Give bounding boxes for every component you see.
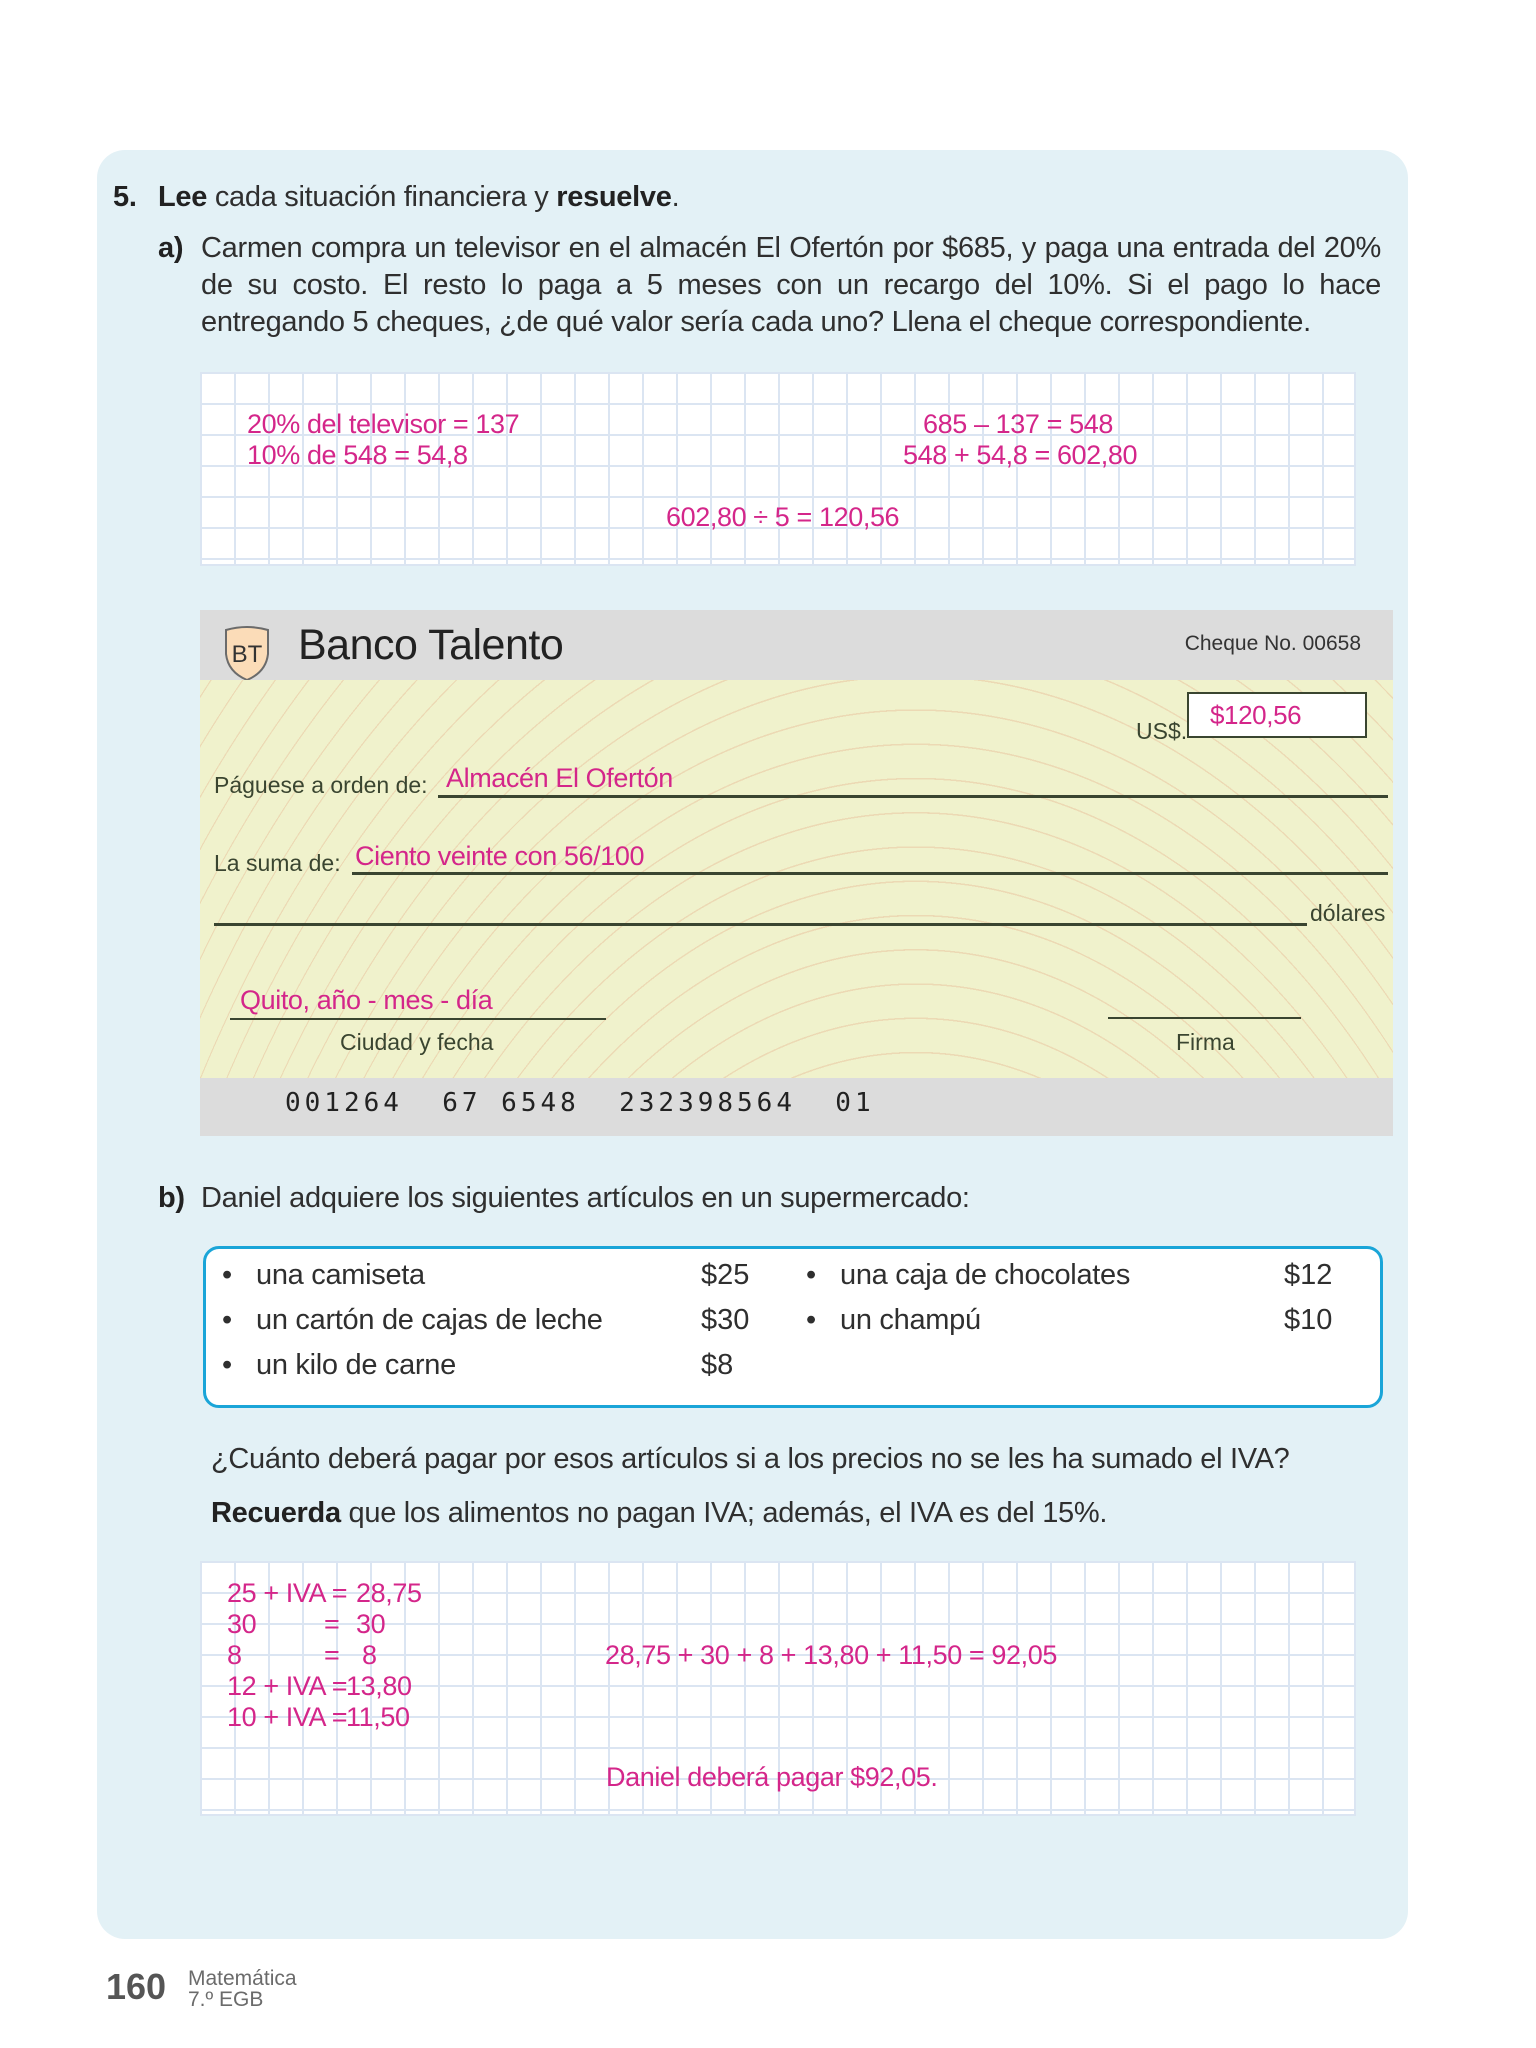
bullet-icon: •: [222, 1304, 232, 1336]
work-b-row2-left: 30: [227, 1609, 257, 1639]
footer-subject: Matemática: [188, 1967, 297, 1990]
pay-to-value: Almacén El Ofertón: [446, 763, 673, 793]
work-b-row2-eq: =: [324, 1609, 340, 1639]
micr-code: 001264 67 6548 232398564 01: [285, 1088, 875, 1118]
bank-shield-logo-icon: [222, 624, 272, 682]
instruction-middle: cada situación financiera y: [207, 181, 557, 213]
work-b-row1-left: 25 + IVA =: [227, 1578, 348, 1608]
bullet-icon: •: [222, 1349, 232, 1381]
cheque-micr-strip: [200, 1078, 1393, 1136]
cheque-number: Cheque No. 00658: [1184, 632, 1361, 655]
part-a-label: a): [158, 232, 184, 264]
svg-text:BT: BT: [231, 641, 263, 668]
sum-value: Ciento veinte con 56/100: [355, 841, 645, 871]
work-a-line-5: 602,80 ÷ 5 = 120,56: [666, 502, 900, 532]
work-a-line-2: 10% de 548 = 54,8: [247, 440, 468, 470]
pay-to-field[interactable]: [438, 795, 1388, 798]
part-b-intro: Daniel adquiere los siguientes artículos en un supermercado:: [201, 1182, 970, 1214]
reminder-bold: Recuerda: [211, 1497, 341, 1529]
item-name: un champú: [840, 1304, 981, 1336]
date-value: Quito, año - mes - día: [240, 985, 493, 1015]
work-b-row4-right: 13,80: [346, 1671, 412, 1701]
work-b-row4-left: 12 + IVA =: [227, 1671, 348, 1701]
work-b-row5-left: 10 + IVA =: [227, 1702, 348, 1732]
amount-value: $120,56: [1210, 700, 1302, 730]
bullet-icon: •: [806, 1259, 816, 1291]
item-price: $10: [1284, 1304, 1333, 1336]
bullet-icon: •: [222, 1259, 232, 1291]
work-b-row5-right: 11,50: [346, 1702, 410, 1732]
bank-name: Banco Talento: [298, 621, 564, 669]
list-item: [222, 1302, 603, 1339]
date-field[interactable]: [230, 1018, 606, 1020]
work-b-row2-right: 30: [356, 1609, 386, 1639]
instruction-bold-lee: Lee: [158, 181, 208, 213]
dollars-label: dólares: [1310, 900, 1386, 926]
work-b-row3-right: 8: [362, 1640, 377, 1670]
work-b-row3-left: 8: [227, 1640, 242, 1670]
work-b-row1-right: 28,75: [356, 1578, 422, 1608]
reminder-text: que los alimentos no pagan IVA; además, el IVA es del 15%.: [340, 1497, 1108, 1529]
work-a-line-3: 685 – 137 = 548: [923, 409, 1113, 439]
items-list-box: [203, 1246, 1383, 1408]
date-label: Ciudad y fecha: [340, 1029, 494, 1055]
signature-label: Firma: [1176, 1029, 1235, 1055]
item-price: $8: [701, 1349, 734, 1381]
part-a-problem-text: Carmen compra un televisor en el almacén El Ofertón por $685, y paga una entrada del 20% de su costo. El resto lo paga a 5 meses con un recargo del 10%. Si el pago lo hace entregando 5 cheques, ¿de qué valor sería cada uno? Llena el cheque correspondiente.: [201, 232, 1381, 338]
cheque-header: [200, 610, 1393, 680]
list-item: [222, 1347, 456, 1384]
footer-grade: 7.º EGB: [188, 1988, 264, 2011]
item-price: $30: [701, 1304, 750, 1336]
instruction-end: .: [671, 181, 680, 213]
work-b-answer: Daniel deberá pagar $92,05.: [606, 1762, 938, 1792]
list-item: [806, 1302, 981, 1339]
currency-label: US$.: [1136, 718, 1188, 744]
item-name: un kilo de carne: [256, 1349, 456, 1381]
pay-to-label: Páguese a orden de:: [214, 772, 428, 798]
bullet-icon: •: [806, 1304, 816, 1336]
work-a-line-1: 20% del televisor = 137: [247, 409, 520, 439]
sum-label: La suma de:: [214, 850, 341, 876]
exercise-number: 5.: [113, 181, 137, 213]
footer-subject-block: [188, 1968, 297, 2010]
sum-field-continuation[interactable]: [214, 923, 1307, 926]
part-b-label: b): [158, 1182, 185, 1214]
part-b-question: ¿Cuánto deberá pagar por esos artículos si a los precios no se les ha sumado el IVA?: [211, 1443, 1290, 1475]
page-number: 160: [106, 1966, 167, 2007]
list-item: [222, 1257, 425, 1294]
work-a-line-4: 548 + 54,8 = 602,80: [903, 440, 1138, 470]
item-name: una camiseta: [256, 1259, 425, 1291]
item-price: $25: [701, 1259, 750, 1291]
work-b-row3-eq: =: [324, 1640, 340, 1670]
list-item: [806, 1257, 1130, 1294]
item-name: un cartón de cajas de leche: [256, 1304, 603, 1336]
sum-field[interactable]: [352, 872, 1388, 875]
bank-cheque: [200, 610, 1393, 1130]
exercise-instruction: [158, 179, 679, 216]
work-b-sum: 28,75 + 30 + 8 + 13,80 + 11,50 = 92,05: [605, 1640, 1057, 1670]
item-price: $12: [1284, 1259, 1333, 1291]
part-b-reminder: [211, 1495, 1107, 1532]
signature-field[interactable]: [1108, 1017, 1301, 1019]
instruction-bold-resuelve: resuelve: [556, 181, 672, 213]
item-name: una caja de chocolates: [840, 1259, 1131, 1291]
